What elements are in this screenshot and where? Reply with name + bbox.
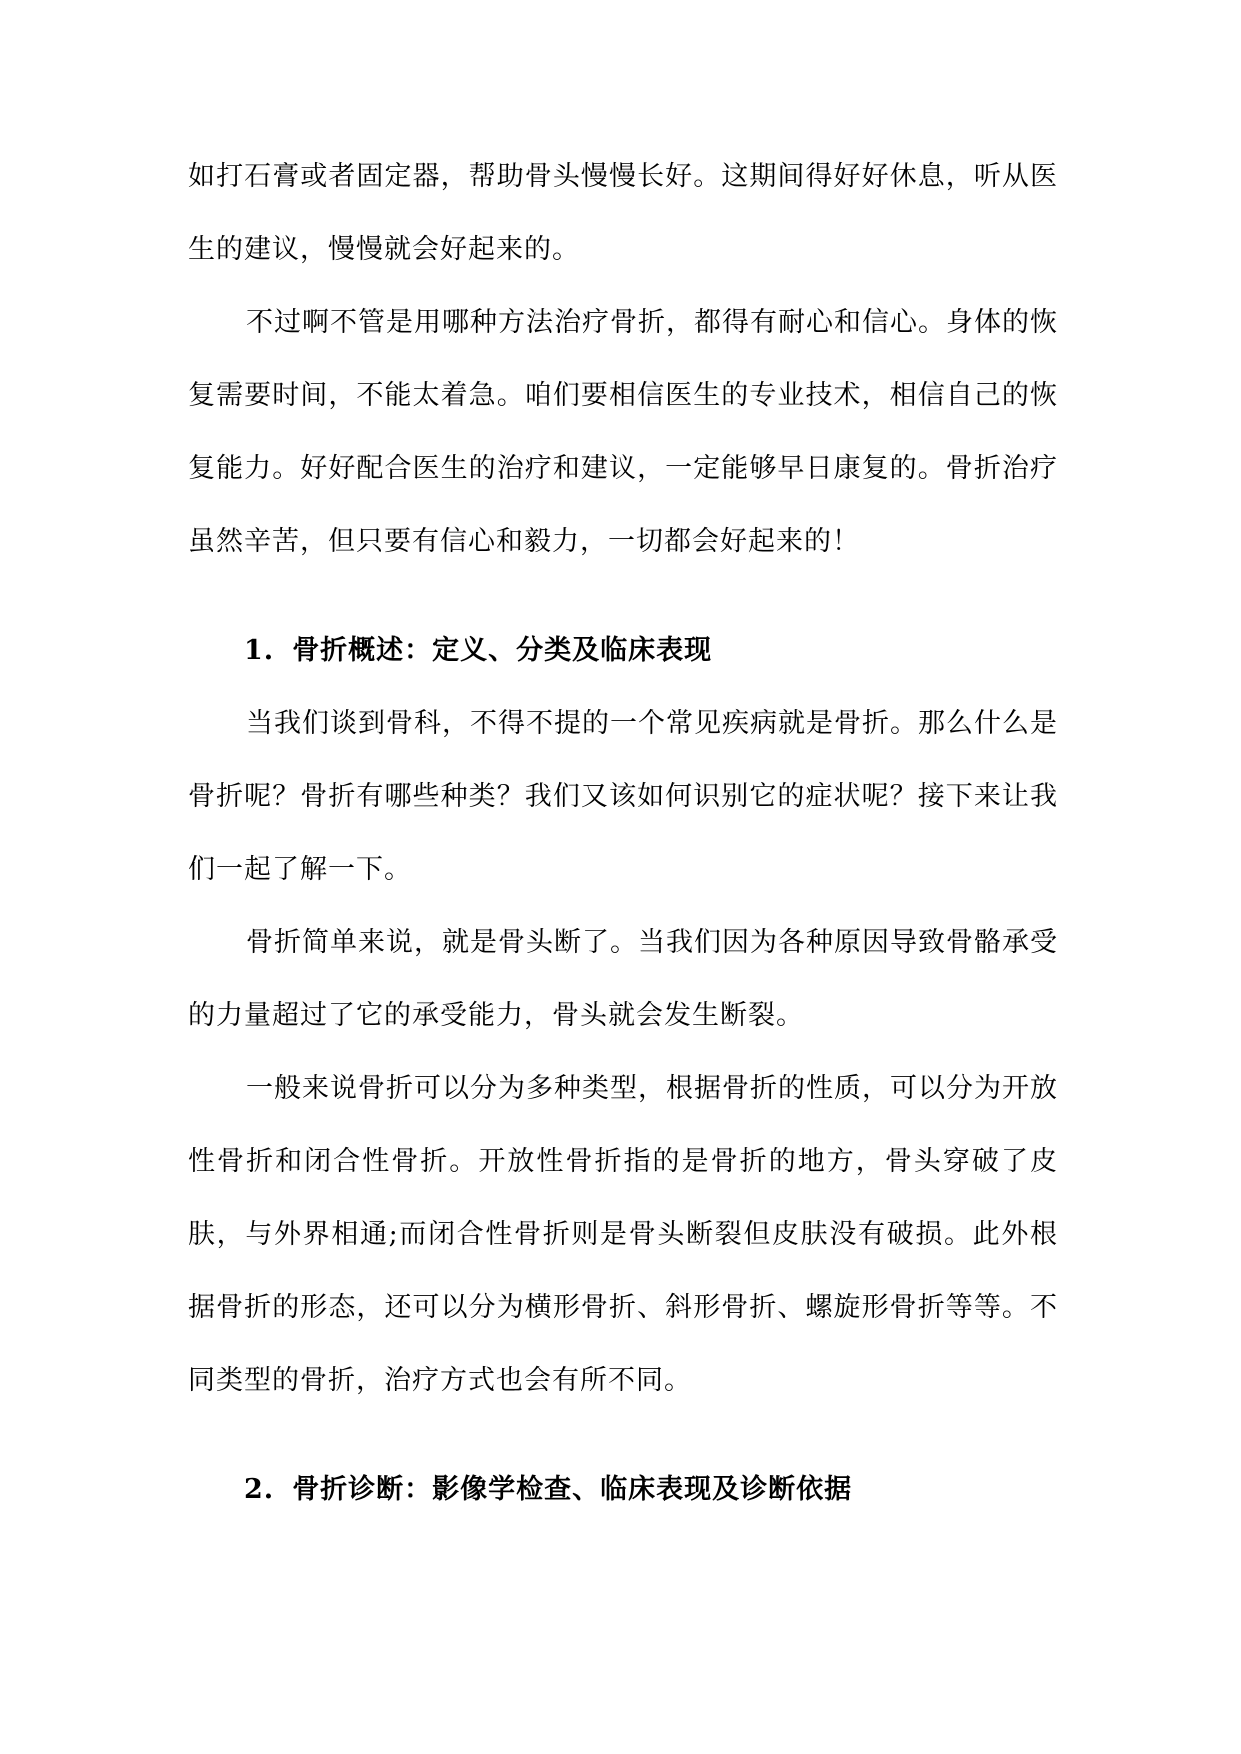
- paragraph-intro: 当我们谈到骨科，不得不提的一个常见疾病就是骨折。那么什么是骨折呢？骨折有哪些种类？我们又该如何识别它的症状呢？接下来让我们一起了解一下。: [188, 708, 1058, 885]
- section-title-2: 骨折诊断：影像学检查、临床表现及诊断依据: [292, 1474, 853, 1505]
- paragraph-definition: 骨折简单来说，就是骨头断了。当我们因为各种原因导致骨骼承受的力量超过了它的承受能力，骨头就会发生断裂。: [188, 927, 1058, 1031]
- document-body: [188, 140, 1058, 1526]
- section-heading-1: [188, 614, 1058, 687]
- section-number-2: 2.: [244, 1474, 275, 1505]
- section-title-1: 骨折概述：定义、分类及临床表现: [292, 635, 713, 666]
- paragraph-classification: 一般来说骨折可以分为多种类型，根据骨折的性质，可以分为开放性骨折和闭合性骨折。开放性骨折指的是骨折的地方，骨头穿破了皮肤，与外界相通;而闭合性骨折则是骨头断裂但皮肤没有破损。此外根据骨折的形态，还可以分为横形骨折、斜形骨折、螺旋形骨折等等。不同类型的骨折，治疗方式也会有所不同。: [188, 1073, 1058, 1396]
- section-heading-2: [188, 1453, 1058, 1526]
- paragraph-continuation: 如打石膏或者固定器，帮助骨头慢慢长好。这期间得好好休息，听从医生的建议，慢慢就会好起来的。: [188, 161, 1058, 265]
- paragraph-encouragement: 不过啊不管是用哪种方法治疗骨折，都得有耐心和信心。身体的恢复需要时间，不能太着急。咱们要相信医生的专业技术，相信自己的恢复能力。好好配合医生的治疗和建议，一定能够早日康复的。骨折治疗虽然辛苦，但只要有信心和毅力，一切都会好起来的！: [188, 307, 1058, 557]
- section-number-1: 1.: [244, 635, 275, 666]
